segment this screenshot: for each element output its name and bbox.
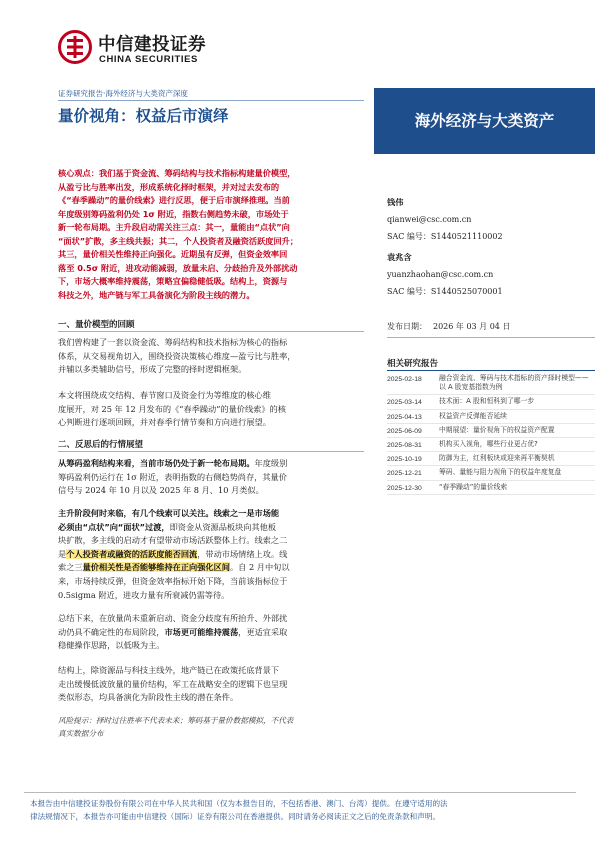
emphasis-text: 必须由“点状”向“面状”过渡， xyxy=(58,521,170,532)
paragraph-text: 动仍具不确定性的布局阶段， xyxy=(58,626,165,637)
paragraph-line: 本文将围绕成交结构、春节窗口及资金行为等维度的核心维 xyxy=(58,390,271,400)
related-report-title: 权益资产反弹能否延续 xyxy=(439,411,507,420)
related-report-date: 2025-08-31 xyxy=(387,442,422,450)
core-view-line: 年度级别筹码盈利仍处 1σ 附近，指数右侧趋势未破，市场处于 xyxy=(58,208,289,219)
paragraph-line: 类似形态，均具备演化为阶段性主线的潜在条件。 xyxy=(58,692,239,703)
publish-date xyxy=(387,321,516,332)
section2-paragraph-4 xyxy=(58,664,364,705)
related-report-title: 融合资金流、筹码与技术指标的资产择时模型——以 A 股宽基指数为例 xyxy=(439,374,589,392)
paragraph-line: 信号与 2024 年 10 月以及 2025 年 8 月、10 月类似。 xyxy=(58,485,264,496)
paragraph-line xyxy=(58,548,364,562)
paragraph-line: 并辅以多类辅助信号，形成了完整的择时逻辑框架。 xyxy=(58,364,247,375)
related-report-item[interactable] xyxy=(387,395,595,409)
core-view-line: 《“春季躁动”的量价线索》进行反思，便于后市演绎推理。当前 xyxy=(58,195,290,205)
related-report-date: 2025-02-18 xyxy=(387,376,422,383)
footer-divider xyxy=(24,792,576,793)
publish-divider xyxy=(387,337,595,338)
analyst-sac xyxy=(387,231,503,242)
paragraph-line xyxy=(58,457,364,471)
publish-date-label: 发布日期： xyxy=(387,322,427,331)
paragraph-line: 总结下来，在放量尚未重新启动、资金分歧度有所抬升、外部扰 xyxy=(58,613,288,623)
brand-name-cn: 中信建投证券 xyxy=(98,35,206,55)
related-report-item[interactable] xyxy=(387,452,595,466)
paragraph-line xyxy=(58,507,364,521)
related-report-item[interactable] xyxy=(387,410,595,424)
core-view-line: 下，市场大概率维持震荡，策略宜偏稳健低吸。结构上，资源与 xyxy=(58,276,288,286)
paragraph-text: ，带动市场情绪上攻。线 xyxy=(197,548,288,559)
paragraph-line: 我们曾构建了一套以资金流、筹码结构和技术指标为核心的指标 xyxy=(58,337,288,347)
core-view-line: 其三，量价相关性维持正向强化。近期虽有反弹，但资金效率回 xyxy=(58,249,288,259)
paragraph-line: 结构上，除资源品与科技主线外，地产链已在政策托底背景下 xyxy=(58,665,280,675)
china-securities-logo-icon xyxy=(58,30,92,64)
title-divider xyxy=(58,100,364,101)
paragraph-text: 。自 2 月中旬以 xyxy=(229,562,290,573)
sac-number: S1440521110002 xyxy=(430,232,503,241)
paragraph-line: 心判断进行逐项回顾，并对春季行情节奏和方向进行展望。 xyxy=(58,417,271,428)
core-view-line: 新一轮布局期。主升段启动需关注三点：其一，量能由“点状”向 xyxy=(58,222,290,232)
related-report-item[interactable] xyxy=(387,424,595,438)
core-view-line: 落至 0.5σ 附近，进攻动能减弱，放量未启、分歧抬升及外部扰动 xyxy=(58,262,298,273)
paragraph-line: 0.5sigma 附近，进攻力量有所衰减仍需等待。 xyxy=(58,589,230,600)
publish-date-value: 2026 年 03 月 04 日 xyxy=(433,322,511,331)
disclaimer-line: 本报告由中信建投证券股份有限公司在中华人民共和国（仅为本报告目的，不包括香港、澳门、台湾）提供。在遵守适用的法 xyxy=(30,799,448,808)
section2-paragraph-2 xyxy=(58,507,364,602)
section2-paragraph-1 xyxy=(58,457,364,498)
related-report-title: “春季躁动”的量价线索 xyxy=(439,482,508,491)
analyst-email[interactable]: yuanzhaohan@csc.com.cn xyxy=(387,270,494,279)
analyst-name: 袁兆含 xyxy=(387,252,412,262)
paragraph-text: 索之三 xyxy=(58,562,83,573)
emphasis-text: 从筹码盈利结构来看，当前市场仍处于新一轮布局期。 xyxy=(58,458,255,468)
analyst-email[interactable]: qianwei@csc.com.cn xyxy=(387,215,472,224)
core-view-line: 核心观点：我们基于资金流、筹码结构与技术指标构建量价模型， xyxy=(58,168,296,178)
related-report-date: 2025-03-14 xyxy=(387,399,422,407)
paragraph-line: 体系，从交易视角切入，围绕投资决策核心维度—盈亏比与胜率， xyxy=(58,350,296,361)
sac-number: S1440525070001 xyxy=(430,287,503,296)
related-report-item[interactable] xyxy=(387,481,595,495)
core-viewpoint xyxy=(58,167,364,302)
highlighted-text: 个人投资者或融资的活跃度能否回流 xyxy=(66,548,198,559)
core-view-line: “面状”扩散，多主线共振；其二，个人投资者及融资活跃度回升； xyxy=(58,235,299,246)
related-report-item[interactable] xyxy=(387,466,595,480)
emphasis-text: 主升阶段何时来临，有几个线索可以关注。 xyxy=(58,508,214,518)
sac-label: SAC 编号： xyxy=(387,232,431,241)
related-report-item[interactable] xyxy=(387,372,595,395)
disclaimer-line: 律法规情况下，本报告亦可能由中信建投（国际）证券有限公司在香港提供。同时请务必阅读正文之后的免责条款和声明。 xyxy=(30,812,441,821)
category-banner xyxy=(374,88,595,154)
related-reports-heading: 相关研究报告 xyxy=(387,359,439,369)
related-report-date: 2025-06-09 xyxy=(387,427,422,435)
analyst-name: 钱伟 xyxy=(387,197,404,207)
related-report-title: 筹码、量能与阻力视角下的权益年度复盘 xyxy=(439,468,562,477)
legal-disclaimer xyxy=(30,797,582,823)
risk-note-line: 风险提示：择时过往胜率不代表未来；筹码基于量价数据模拟，不代表 xyxy=(58,716,294,725)
risk-note-line: 真实数据分布 xyxy=(58,728,104,738)
section1-divider xyxy=(58,331,364,332)
analyst-sac xyxy=(387,286,503,297)
section2-divider xyxy=(58,451,364,452)
sac-label: SAC 编号： xyxy=(387,287,431,296)
paragraph-text: 年度级别 xyxy=(254,458,288,468)
related-report-date: 2025-12-30 xyxy=(387,484,422,492)
related-report-title: 机构买入视角，哪些行业更占优? xyxy=(439,440,538,449)
paragraph-text: ，更适宜采取 xyxy=(238,626,288,637)
related-report-date: 2025-04-13 xyxy=(387,413,422,421)
paragraph-line xyxy=(58,521,364,535)
core-view-line: 科技之外，地产链与军工具备演化为阶段主线的潜力。 xyxy=(58,289,255,300)
paragraph-line xyxy=(58,561,364,575)
paragraph-text: 即资金从资源品板块向其他板 xyxy=(169,521,277,532)
related-report-item[interactable] xyxy=(387,438,595,452)
brand-name-en: CHINA SECURITIES xyxy=(99,54,198,65)
paragraph-line: 来，市场持续反弹，但资金效率指标开始下降，当前该指标位于 xyxy=(58,575,288,586)
paragraph-line xyxy=(58,626,364,640)
emphasis-text: 市场更可能维持震荡 xyxy=(164,626,239,637)
section1-heading: 一、量价模型的回顾 xyxy=(58,320,135,330)
related-report-date: 2025-12-21 xyxy=(387,470,422,478)
related-report-title: 技术面：A 股和恒科到了哪一步 xyxy=(439,397,535,406)
section2-heading: 二、反思后的行情展望 xyxy=(58,440,144,450)
core-view-line: 从盈亏比与胜率出发，形成系统化择时框架，并对过去发布的 xyxy=(58,181,280,192)
risk-disclosure xyxy=(58,715,364,740)
category-label: 海外经济与大类资产 xyxy=(414,112,555,130)
company-logo xyxy=(58,28,223,72)
paragraph-line: 块扩散，多主线的启动才有望带动市场活跃整体上行。线索之二 xyxy=(58,535,288,546)
related-report-date: 2025-10-19 xyxy=(387,456,422,464)
report-title: 量价视角：权益后市演绎 xyxy=(58,107,229,125)
related-report-title: 中期展望：量价视角下的权益资产配置 xyxy=(439,425,555,434)
section1-paragraph xyxy=(58,336,364,377)
related-reports-divider xyxy=(387,370,595,371)
highlighted-text: 量价相关性是否能够维持在正向强化区间 xyxy=(82,562,230,573)
paragraph-line: 走出缓慢低波放量的量价结构，军工在战略安全的逻辑下也呈现 xyxy=(58,678,288,689)
paragraph-line: 度展开，对 25 年 12 月发布的《“春季躁动”的量价线索》的核 xyxy=(58,403,286,414)
paragraph-line: 筹码盈利仍运行在 1σ 附近，表明指数的右侧趋势尚存，其量价 xyxy=(58,471,287,482)
report-meta: 证券研究报告·海外经济与大类资产深度 xyxy=(58,89,188,98)
section2-paragraph-3 xyxy=(58,612,364,653)
related-report-title: 防御为主，红利板块或迎来再平衡契机 xyxy=(439,454,555,463)
section1-paragraph xyxy=(58,389,364,430)
paragraph-line: 稳健操作思路，以低吸为主。 xyxy=(58,640,165,651)
paragraph-text: 是 xyxy=(58,548,67,559)
related-reports-list xyxy=(387,372,595,495)
emphasis-text: 线索之一是市场能 xyxy=(213,508,280,518)
